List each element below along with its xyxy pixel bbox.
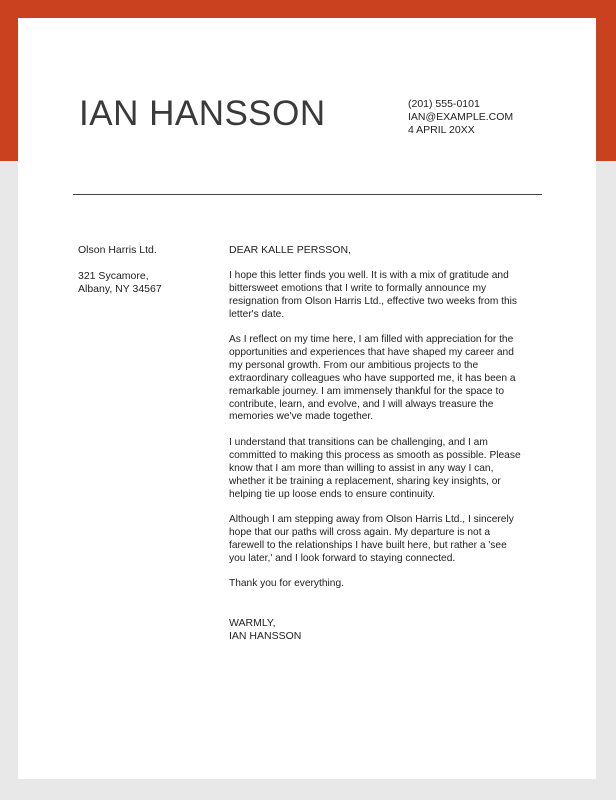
recipient-address-line2: Albany, NY 34567 (78, 283, 162, 295)
recipient-block (78, 244, 162, 296)
header-divider (73, 194, 542, 195)
closing: WARMLY, (229, 616, 276, 629)
signature: IAN HANSSON (229, 629, 302, 642)
letter-date: 4 APRIL 20XX (408, 124, 475, 136)
recipient-spacer (78, 257, 162, 270)
closing-block (229, 617, 524, 643)
letter-body (229, 244, 524, 643)
recipient-company: Olson Harris Ltd. (78, 244, 157, 256)
paragraph: As I reflect on my time here, I am filled with appreciation for the opportunities and experiences that have shaped my career and my personal growth. From our ambitious projects to the extraordinary colleagues who have supported me, it has been a remarkable journey. I am immensely thankful for the space to contribute, learn, and evolve, and I will always treasure the memories we've made together. (229, 334, 516, 423)
sender-name: IAN HANSSON (79, 94, 326, 133)
email-address: IAN@EXAMPLE.COM (408, 111, 514, 123)
phone-number: (201) 555-0101 (408, 98, 480, 110)
recipient-address-line1: 321 Sycamore, (78, 270, 149, 282)
salutation: DEAR KALLE PERSSON, (229, 244, 351, 256)
contact-block (408, 98, 513, 137)
paragraph: Although I am stepping away from Olson Harris Ltd., I sincerely hope that our paths will cross again. My departure is not a farewell to the relationships I have built here, but rather a 'see you later,' and I look forward to staying connected. (229, 513, 514, 564)
paragraph: I understand that transitions can be challenging, and I am committed to making this process as smooth as possible. Please know that I am more than willing to assist in any way I can, whether it be training a replacement, sharing key insights, or helping tie up loose ends to ensure continuity. (229, 436, 521, 500)
paragraph: Thank you for everything. (229, 578, 344, 590)
letter-page (18, 18, 596, 779)
paragraph: I hope this letter finds you well. It is with a mix of gratitude and bittersweet emotions that I write to formally announce my resignation from Olson Harris Ltd., effective two weeks from this letter's date. (229, 269, 518, 320)
